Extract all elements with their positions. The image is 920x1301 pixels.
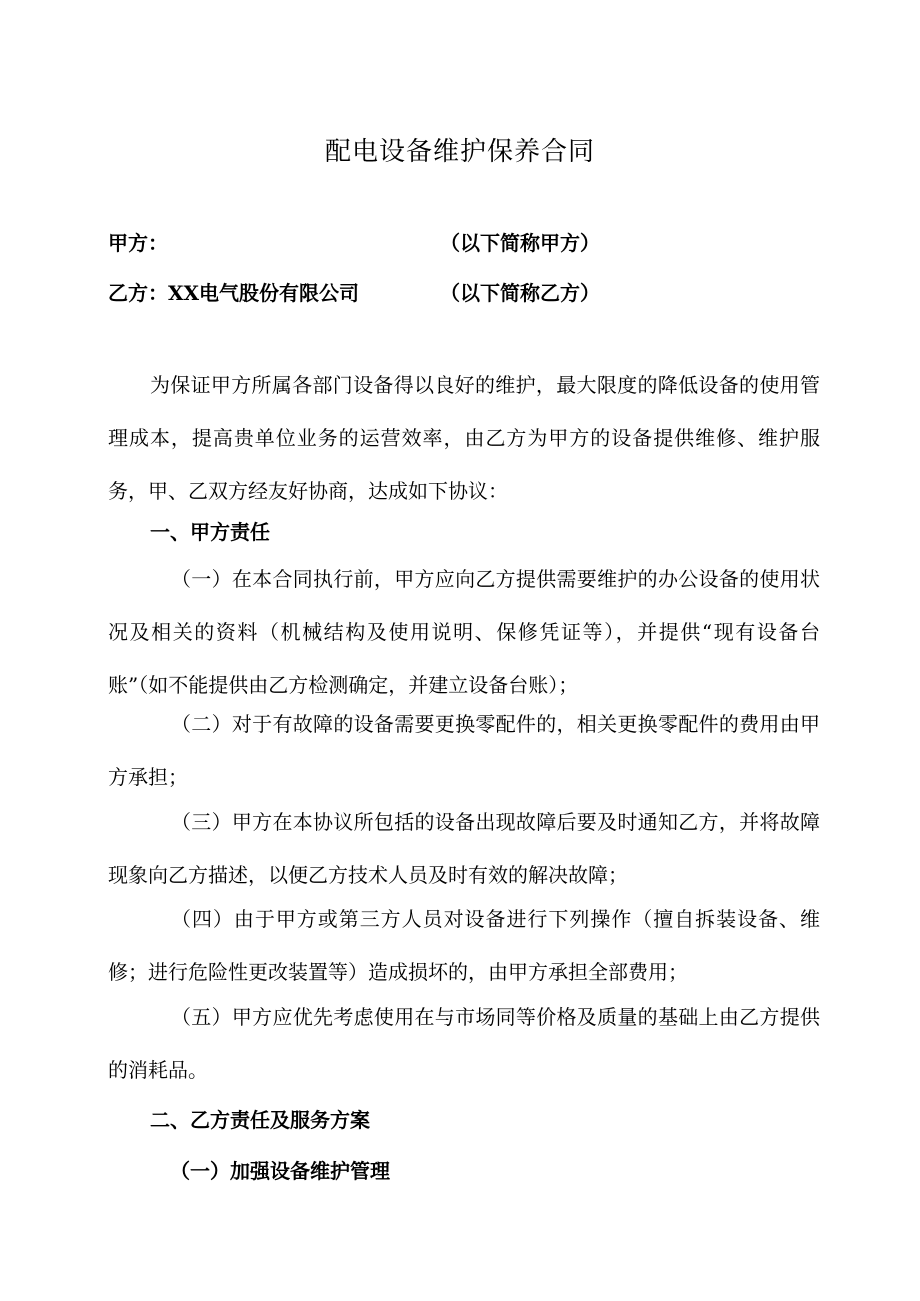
party-b-line (108, 279, 600, 307)
section-1-item-5: （五）甲方应优先考虑使用在与市场同等价格及质量的基础上由乙方提供的消耗品。 (108, 1005, 820, 1082)
section-1-item-2: （二）对于有故障的设备需要更换零配件的，相关更换零配件的费用由甲方承担； (108, 712, 820, 789)
section-1-item-4: （四）由于甲方或第三方人员对设备进行下列操作（擅自拆装设备、维修；进行危险性更改装置等）造成损坏的，由甲方承担全部费用； (108, 907, 820, 984)
party-b-label: 乙方：XX电气股份有限公司 (108, 281, 360, 305)
party-b-note: （以下简称乙方） (440, 281, 600, 305)
section-2-heading: 二、乙方责任及服务方案 (150, 1108, 370, 1132)
section-1-heading: 一、甲方责任 (150, 520, 270, 544)
section-2-sub-heading: （一）加强设备维护管理 (170, 1159, 390, 1183)
party-a-note: （以下简称甲方） (440, 231, 600, 255)
party-a-line (108, 229, 600, 257)
section-1-item-1: （一）在本合同执行前，甲方应向乙方提供需要维护的办公设备的使用状况及相关的资料（机械结构及使用说明、保修凭证等），并提供“现有设备台账”（如不能提供由乙方检测确定，并建立设备台账）； (108, 567, 820, 697)
party-a-label: 甲方： (108, 231, 168, 255)
intro-paragraph: 为保证甲方所属各部门设备得以良好的维护，最大限度的降低设备的使用管理成本，提高贵单位业务的运营效率，由乙方为甲方的设备提供维修、维护服务，甲、乙双方经友好协商，达成如下协议： (108, 373, 820, 503)
section-1-item-3: （三）甲方在本协议所包括的设备出现故障后要及时通知乙方，并将故障现象向乙方描述，以便乙方技术人员及时有效的解决故障； (108, 810, 820, 887)
page-title: 配电设备维护保养合同 (324, 137, 595, 167)
